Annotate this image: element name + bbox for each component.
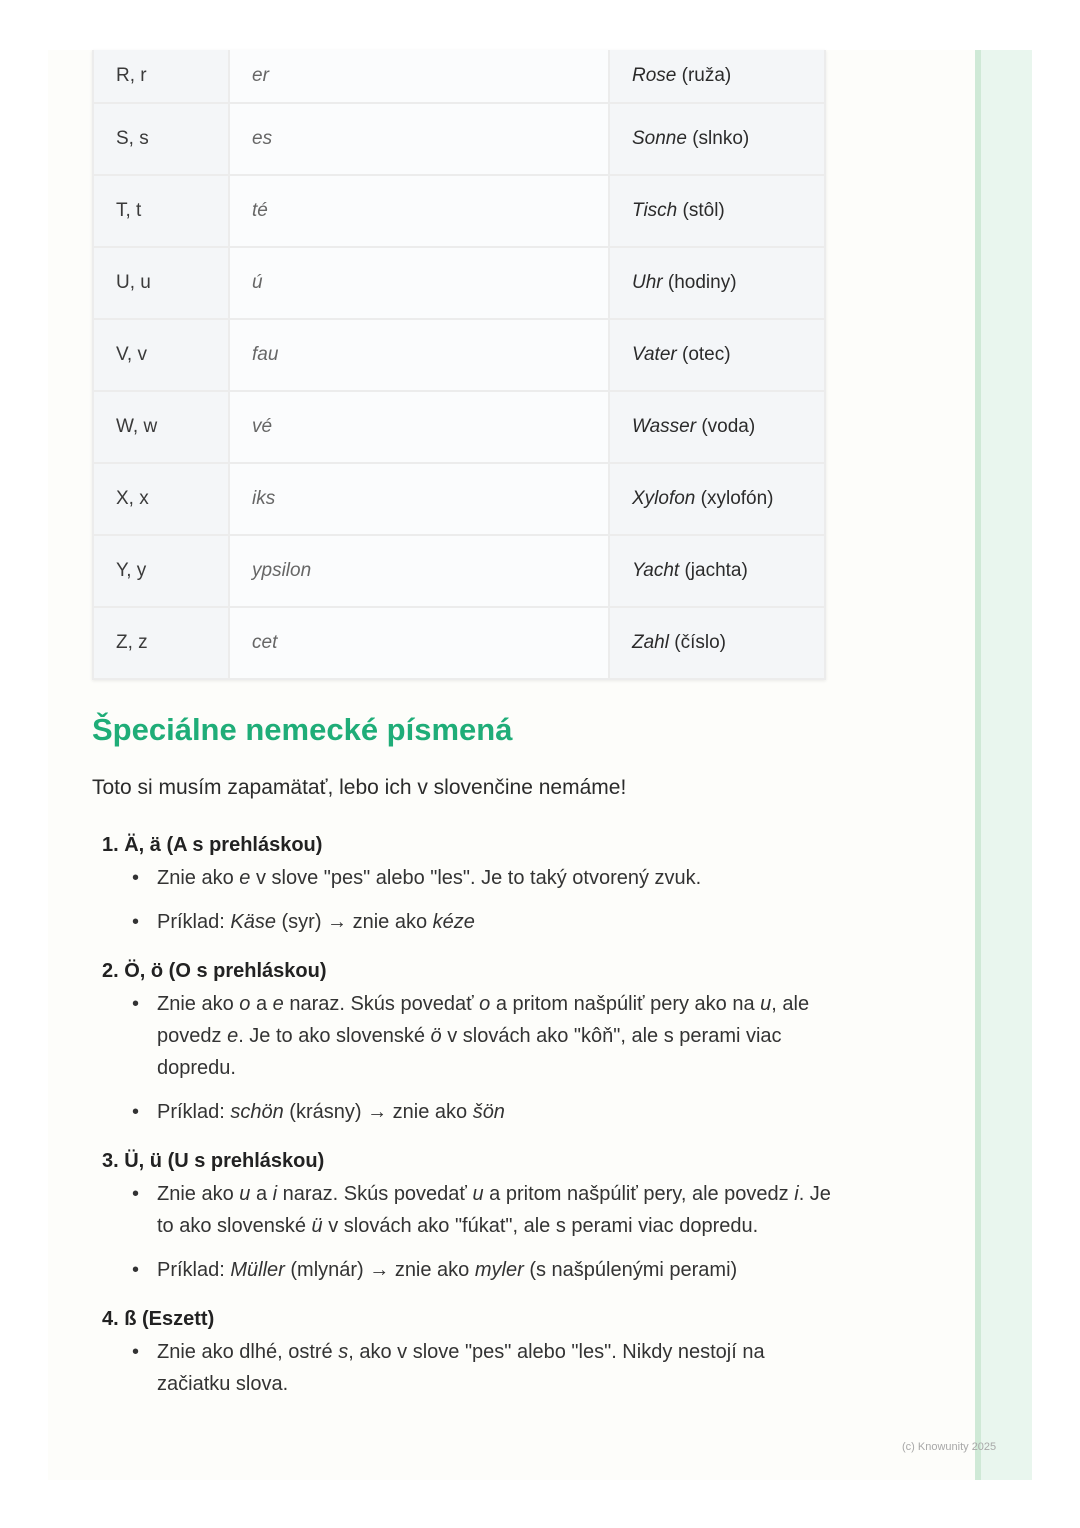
table-row [93, 463, 825, 535]
bullet-point [102, 988, 832, 1084]
emphasized-text: e [272, 993, 284, 1015]
text-segment: v slovách ako "kôň", ale s perami viac dopredu. [157, 1025, 782, 1079]
letter-cell: Y, y [93, 535, 229, 607]
text-segment: . Je to ako slovenské [157, 1183, 831, 1237]
letter-cell: T, t [93, 175, 229, 247]
example-cell [609, 535, 825, 607]
example-word: Sonne [632, 128, 687, 149]
table-row [93, 50, 825, 103]
example-translation: (jachta) [684, 560, 748, 581]
text-segment: naraz. Skús povedať [277, 1183, 473, 1205]
example-word: Yacht [632, 560, 680, 581]
example-cell [609, 103, 825, 175]
pronunciation-cell: fau [229, 319, 609, 391]
letter-cell: S, s [93, 103, 229, 175]
emphasized-text: e [239, 867, 251, 889]
letter-cell: U, u [93, 247, 229, 319]
pronunciation-cell: vé [229, 391, 609, 463]
bullet-icon: • [132, 867, 140, 889]
bullet-point [102, 1178, 832, 1242]
example-translation: (stôl) [682, 200, 725, 221]
example-cell [609, 607, 825, 679]
pronunciation-cell: er [229, 50, 609, 103]
emphasized-text: u [472, 1183, 484, 1205]
bullet-icon: • [132, 993, 140, 1015]
pronunciation-cell: cet [229, 607, 609, 679]
section-title: Špeciálne nemecké písmená [92, 712, 513, 747]
emphasized-text: u [760, 993, 772, 1015]
example-word: Zahl [632, 632, 669, 653]
table-row [93, 247, 825, 319]
example-cell [609, 391, 825, 463]
emphasized-text: schön [230, 1101, 284, 1123]
letter-cell: W, w [93, 391, 229, 463]
text-segment: Príklad: [157, 1101, 231, 1123]
text-segment: , ale povedz [157, 993, 810, 1047]
text-segment: v slovách ako "fúkat", ale s perami viac dopredu. [322, 1215, 759, 1237]
example-translation: (hodiny) [667, 272, 737, 293]
example-cell [609, 175, 825, 247]
pronunciation-cell: es [229, 103, 609, 175]
bullet-point [102, 862, 832, 894]
special-letters-list [102, 830, 832, 1418]
letter-item-heading: 4. ß (Eszett) [102, 1308, 215, 1330]
text-segment: (krásny) → znie ako [283, 1101, 473, 1123]
bullet-icon: • [132, 1101, 140, 1123]
emphasized-text: myler [474, 1259, 524, 1281]
example-translation: (ruža) [681, 65, 732, 86]
example-word: Vater [632, 344, 677, 365]
example-translation: (voda) [701, 416, 756, 437]
letter-item [102, 956, 832, 1128]
emphasized-text: kéze [432, 911, 475, 933]
emphasized-text: ü [311, 1215, 323, 1237]
letter-item-points [102, 988, 832, 1128]
bullet-point [102, 1254, 832, 1286]
text-segment: a [250, 1183, 273, 1205]
letter-cell: X, x [93, 463, 229, 535]
emphasized-text: Müller [230, 1259, 285, 1281]
text-segment: naraz. Skús povedať [283, 993, 480, 1015]
pronunciation-cell: iks [229, 463, 609, 535]
text-segment: (mlynár) → znie ako [284, 1259, 475, 1281]
text-segment: . Je to ako slovenské [238, 1025, 431, 1047]
letter-item-heading: 1. Ä, ä (A s prehláskou) [102, 834, 323, 856]
bullet-point [102, 1096, 832, 1128]
example-word: Wasser [632, 416, 697, 437]
emphasized-text: o [479, 993, 491, 1015]
letter-item-heading: 2. Ö, ö (O s prehláskou) [102, 960, 327, 982]
bullet-icon: • [132, 1259, 140, 1281]
example-word: Rose [632, 65, 677, 86]
example-cell [609, 50, 825, 103]
text-segment: Znie ako [157, 993, 240, 1015]
example-translation: (otec) [682, 344, 731, 365]
table-row [93, 175, 825, 247]
pronunciation-cell: ypsilon [229, 535, 609, 607]
emphasized-text: i [272, 1183, 278, 1205]
text-segment: a pritom našpúliť pery ako na [490, 993, 761, 1015]
text-segment: Znie ako [157, 1183, 240, 1205]
text-segment: v slove "pes" alebo "les". Je to taký otvorený zvuk. [250, 867, 702, 889]
example-cell [609, 463, 825, 535]
pronunciation-cell: ú [229, 247, 609, 319]
letter-cell: R, r [93, 50, 229, 103]
table-row [93, 103, 825, 175]
example-word: Uhr [632, 272, 663, 293]
table-row [93, 319, 825, 391]
copyright-footer: (c) Knowunity 2025 [902, 1441, 997, 1453]
text-segment: a pritom našpúliť pery, ale povedz [483, 1183, 795, 1205]
section-intro: Toto si musím zapamätať, lebo ich v slovenčine nemáme! [92, 776, 627, 799]
text-segment: (s našpúlenými perami) [523, 1259, 738, 1281]
text-segment: , ako v slove "pes" alebo "les". Nikdy nestojí na začiatku slova. [157, 1341, 765, 1395]
example-cell [609, 319, 825, 391]
bullet-icon: • [132, 911, 140, 933]
text-segment: (syr) → znie ako [275, 911, 433, 933]
example-translation: (xylofón) [700, 488, 774, 509]
emphasized-text: o [239, 993, 251, 1015]
table-row [93, 607, 825, 679]
text-segment: Príklad: [157, 1259, 231, 1281]
text-segment: Znie ako dlhé, ostré [157, 1341, 339, 1363]
letter-cell: V, v [93, 319, 229, 391]
alphabet-table-body [93, 50, 825, 679]
table-row [93, 391, 825, 463]
letter-item-points [102, 1178, 832, 1286]
bullet-icon: • [132, 1183, 140, 1205]
sidebar-panel [981, 50, 1032, 1480]
emphasized-text: e [227, 1025, 239, 1047]
letter-item-points [102, 1336, 832, 1400]
letter-item [102, 830, 832, 938]
example-cell [609, 247, 825, 319]
text-segment: a [250, 993, 273, 1015]
letter-item-heading: 3. Ü, ü (U s prehláskou) [102, 1150, 325, 1172]
emphasized-text: Käse [230, 911, 276, 933]
letter-item [102, 1146, 832, 1286]
example-translation: (číslo) [674, 632, 726, 653]
letter-item-points [102, 862, 832, 938]
bullet-point [102, 1336, 832, 1400]
pronunciation-cell: té [229, 175, 609, 247]
example-translation: (slnko) [692, 128, 750, 149]
example-word: Tisch [632, 200, 678, 221]
text-segment: Príklad: [157, 911, 231, 933]
emphasized-text: i [794, 1183, 799, 1205]
bullet-icon: • [132, 1341, 140, 1363]
emphasized-text: s [338, 1341, 349, 1363]
bullet-point [102, 906, 832, 938]
letter-cell: Z, z [93, 607, 229, 679]
emphasized-text: u [239, 1183, 251, 1205]
emphasized-text: šön [472, 1101, 505, 1123]
emphasized-text: ö [430, 1025, 442, 1047]
table-row [93, 535, 825, 607]
text-segment: Znie ako [157, 867, 240, 889]
example-word: Xylofon [632, 488, 696, 509]
letter-item [102, 1304, 832, 1400]
alphabet-table [92, 50, 826, 680]
